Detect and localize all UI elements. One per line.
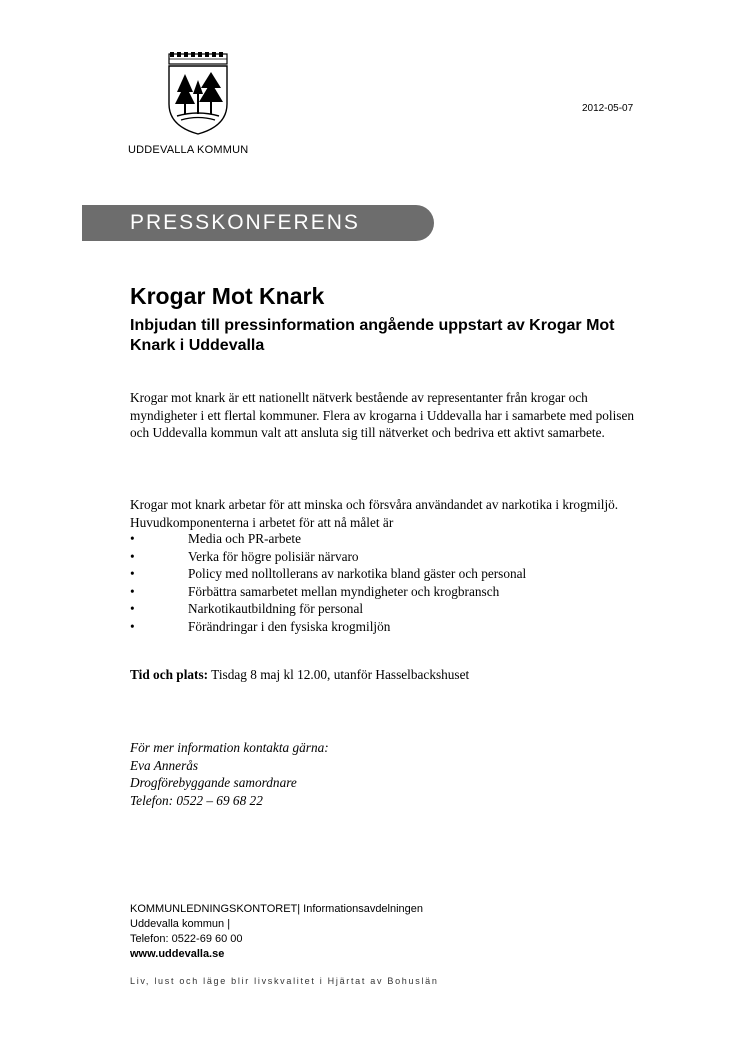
time-place-label: Tid och plats: <box>130 667 209 682</box>
contact-name: Eva Annerås <box>130 757 199 773</box>
bullet-icon: • <box>130 601 135 616</box>
list-item-text: Media och PR-arbete <box>188 531 301 546</box>
list-item-text: Policy med nolltollerans av narkotika bland gäster och personal <box>188 566 527 581</box>
list-item <box>130 565 526 583</box>
time-and-place <box>130 667 469 683</box>
footer-phone: Telefon: 0522-69 60 00 <box>130 933 243 945</box>
list-item-text: Verka för högre polisiär närvaro <box>188 548 359 564</box>
bullet-icon: • <box>130 583 135 599</box>
uddevalla-coat-of-arms-logo <box>165 52 231 136</box>
contact-phone: Telefon: 0522 – 69 68 22 <box>130 792 263 808</box>
list-item <box>130 548 526 566</box>
time-place-value: Tisdag 8 maj kl 12.00, utanför Hasselbackshuset <box>208 667 470 682</box>
list-item <box>130 618 526 636</box>
goals-paragraph: Krogar mot knark arbetar för att minska och försvåra användandet av narkotika i krogmiljö. Huvudkomponenterna i arbetet för att nå målet är <box>130 497 619 530</box>
press-conference-banner <box>82 205 434 241</box>
bullet-icon: • <box>130 566 135 581</box>
list-item-text: Narkotikautbildning för personal <box>188 601 364 616</box>
page-subtitle: Inbjudan till pressinformation angående uppstart av Krogar Mot Knark i Uddevalla <box>130 317 615 354</box>
footer-website-link[interactable]: www.uddevalla.se <box>130 948 225 960</box>
list-item <box>130 600 526 618</box>
footer-department: KOMMUNLEDNINGSKONTORET| Informationsavdelningen <box>130 903 424 915</box>
bullet-icon: • <box>130 618 135 634</box>
list-item-text: Förbättra samarbetet mellan myndigheter och krogbransch <box>188 583 500 599</box>
organization-name: UDDEVALLA KOMMUN <box>128 144 249 156</box>
footer <box>130 902 423 962</box>
footer-slogan: Liv, lust och läge blir livskvalitet i Hjärtat av Bohuslän <box>130 976 439 986</box>
footer-municipality: Uddevalla kommun | <box>130 918 231 930</box>
bullet-icon: • <box>130 548 135 564</box>
intro-paragraph: Krogar mot knark är ett nationellt nätverk bestående av representanter från krogar och myndigheter i ett flertal kommuner. Flera av krogarna i Uddevalla har i samarbete med polisen och Uddevalla kommun valt att ansluta sig till nätverket och bedriva ett aktivt samarbete. <box>130 390 635 440</box>
page-title: Krogar Mot Knark <box>130 283 325 309</box>
list-item <box>130 530 526 548</box>
document-date: 2012-05-07 <box>582 103 634 114</box>
goals-list <box>130 530 526 635</box>
bullet-icon: • <box>130 531 135 546</box>
contact-intro: För mer information kontakta gärna: <box>130 740 329 755</box>
list-item <box>130 583 526 601</box>
contact-role: Drogförebyggande samordnare <box>130 775 297 790</box>
banner-label: PRESSKONFERENS <box>130 211 360 234</box>
contact-block <box>130 739 329 809</box>
list-item-text: Förändringar i den fysiska krogmiljön <box>188 618 391 634</box>
